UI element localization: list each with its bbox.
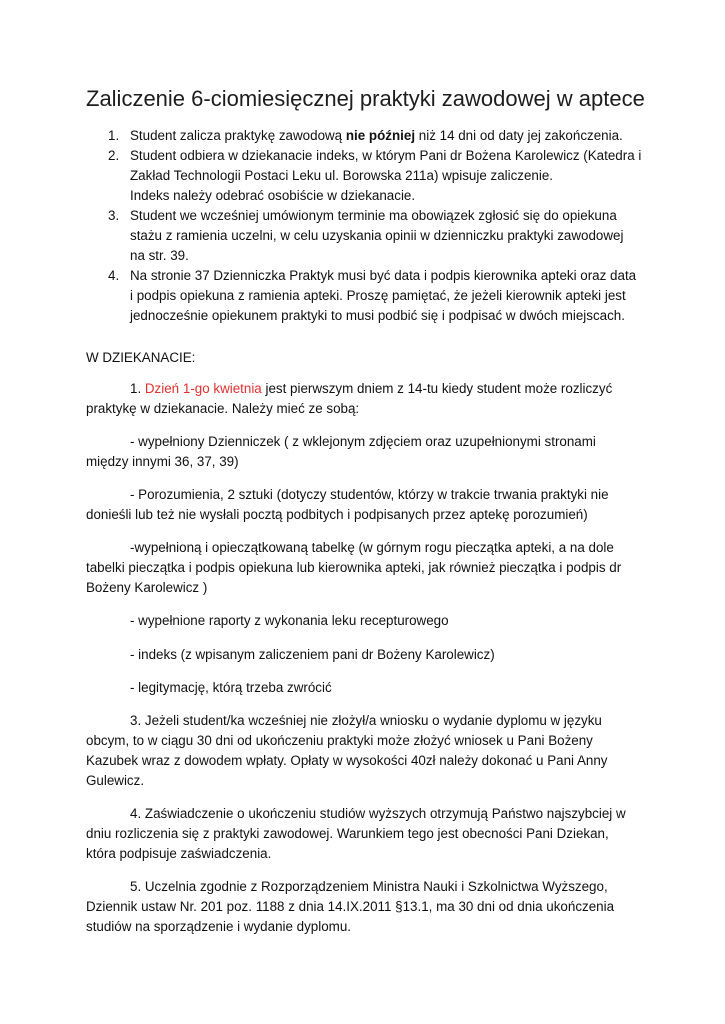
emphasis-bold: nie później (345, 128, 416, 143)
paragraph-line: - indeks (z wpisanym zaliczeniem pani dr Bożeny Karolewicz) (130, 647, 495, 662)
line-text: Student zalicza praktykę zawodową (130, 128, 346, 143)
paragraph-line (86, 379, 646, 399)
list-item-number: 1. (108, 128, 120, 143)
highlight-red-text: Dzień 1-go kwietnia (144, 381, 262, 396)
paragraph-line: praktykę w dziekanacie. Należy mieć ze sobą: (86, 401, 360, 416)
paragraph (86, 804, 646, 864)
list-item-line: stażu z ramienia uczelni, w celu uzyskania opinii w dzienniczku praktyki zawodowej (130, 228, 624, 243)
list-item-line: jednocześnie opiekunem praktyki to musi podbić się i podpisać w dwóch miejscach. (130, 308, 625, 323)
paragraph (86, 611, 646, 631)
paragraph (86, 379, 646, 419)
paragraph-line: 5. Uczelnia zgodnie z Rozporządzeniem Ministra Nauki i Szkolnictwa Wyższego, (130, 879, 608, 894)
paragraph (86, 538, 646, 598)
paragraph-line: 4. Zaświadczenie o ukończeniu studiów wyższych otrzymują Państwo najszybciej w (130, 806, 626, 821)
paragraph-line: Kazubek wraz z dowodem wpłaty. Opłaty w wysokości 40zł należy dokonać u Pani Anny (86, 753, 608, 768)
list-item (86, 206, 646, 266)
paragraph (86, 678, 646, 698)
list-item-line: Indeks należy odebrać osobiście w dziekanacie. (130, 188, 416, 203)
line-text: niż 14 dni od daty jej zakończenia. (415, 128, 623, 143)
page-title: Zaliczenie 6-ciomiesięcznej praktyki zawodowej w aptece (86, 86, 645, 111)
paragraph-line: Gulewicz. (86, 773, 145, 788)
list-item (86, 146, 646, 206)
paragraph-line: donieśli lub też nie wysłali pocztą podbitych i podpisanych przez aptekę porozumień) (86, 507, 588, 522)
paragraph-line: - legitymację, którą trzeba zwrócić (130, 680, 332, 695)
paragraph-line: - wypełnione raporty z wykonania leku recepturowego (130, 613, 449, 628)
list-item-line: na str. 39. (130, 248, 189, 263)
list-item-line: Student odbiera w dziekanacie indeks, w którym Pani dr Bożena Karolewicz (Katedra i (130, 148, 642, 163)
paragraph (86, 711, 646, 791)
list-item-line: Zakład Technologii Postaci Leku ul. Borowska 211a) wpisuje zaliczenie. (130, 168, 554, 183)
list-item-number: 2. (108, 148, 120, 163)
paragraph (86, 645, 646, 665)
list-item (86, 126, 646, 146)
paragraph-line: dniu rozliczenia się z praktyki zawodowej. Warunkiem tego jest obecności Pani Dziekan, (86, 826, 609, 841)
list-item-line: Student we wcześniej umówionym terminie ma obowiązek zgłosić się do opiekuna (130, 208, 617, 223)
list-item-number: 4. (108, 268, 120, 283)
paragraph-line: między innymi 36, 37, 39) (86, 454, 239, 469)
list-item-line: Na stronie 37 Dzienniczka Praktyk musi być data i podpis kierownika apteki oraz data (130, 268, 637, 283)
paragraph-line: studiów na sporządzenie i wydanie dyplomu. (86, 919, 351, 934)
paragraph (86, 432, 646, 472)
line-text: 1. (130, 381, 145, 396)
line-text: jest pierwszym dniem z 14-tu kiedy student może rozliczyć (261, 381, 613, 396)
paragraph-line: -wypełnioną i opieczątkowaną tabelkę (w górnym rogu pieczątka apteki, a na dole (130, 540, 614, 555)
numbered-list (86, 126, 646, 326)
paragraph-line: - Porozumienia, 2 sztuki (dotyczy studentów, którzy w trakcie trwania praktyki nie (130, 487, 609, 502)
list-item-line (130, 126, 646, 146)
paragraph (86, 485, 646, 525)
paragraph-line: która podpisuje zaświadczenia. (86, 846, 272, 861)
paragraph-line: Bożeny Karolewicz ) (86, 580, 208, 595)
section-heading: W DZIEKANACIE: (86, 350, 196, 365)
list-item-number: 3. (108, 208, 120, 223)
paragraph-line: tabelki pieczątka i podpis opiekuna lub kierownika apteki, jak również pieczątka i podpis dr (86, 560, 622, 575)
paragraph (86, 877, 646, 937)
list-item-line: i podpis opiekuna z ramienia apteki. Proszę pamiętać, że jeżeli kierownik apteki jest (130, 288, 626, 303)
paragraph-line: 3. Jeżeli student/ka wcześniej nie złożył/a wniosku o wydanie dyplomu w języku (130, 713, 602, 728)
paragraph-line: obcym, to w ciągu 30 dni od ukończeniu praktyki może złożyć wniosek u Pani Bożeny (86, 733, 593, 748)
paragraph-line: Dziennik ustaw Nr. 201 poz. 1188 z dnia 14.IX.2011 §13.1, ma 30 dni od dnia ukończenia (86, 899, 615, 914)
paragraph-line: - wypełniony Dzienniczek ( z wklejonym zdjęciem oraz uzupełnionymi stronami (130, 434, 596, 449)
list-item (86, 266, 646, 326)
